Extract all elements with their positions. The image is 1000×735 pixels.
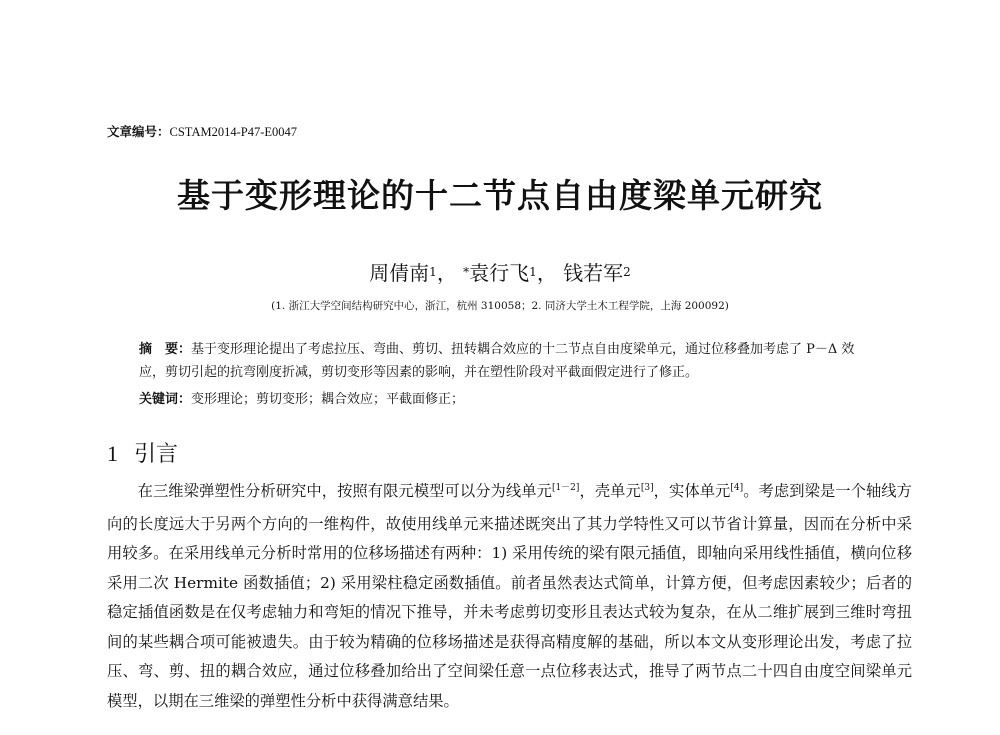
author-3 bbox=[563, 261, 631, 285]
abstract-text: 基于变形理论提出了考虑拉压、弯曲、剪切、扭转耦合效应的十二节点自由度梁单元，通过位移叠加考虑了 P－Δ 效应，剪切引起的抗弯刚度折减，剪切变形等因素的影响，并在塑性阶段对平截面假定进行了修正。 bbox=[139, 342, 855, 380]
author-2 bbox=[463, 261, 557, 285]
author-separator: ， bbox=[436, 261, 457, 285]
section-heading bbox=[107, 437, 178, 468]
author-name: 袁行飞 bbox=[469, 261, 530, 285]
body-text-segment: ，实体单元 bbox=[653, 482, 731, 500]
corresponding-mark: * bbox=[463, 265, 470, 279]
keywords-label: 关键词： bbox=[139, 392, 192, 407]
affiliations: (1. 浙江大学空间结构研究中心，浙江，杭州 310058；2. 同济大学土木工程学院，上海 200092) bbox=[271, 300, 729, 312]
abstract bbox=[139, 338, 869, 384]
citation: [1－2] bbox=[551, 483, 580, 493]
author-list bbox=[0, 257, 1000, 286]
article-id-line bbox=[107, 122, 297, 140]
section-title: 引言 bbox=[134, 442, 179, 467]
body-text-segment: 在三维梁弹塑性分析研究中，按照有限元模型可以分为线单元 bbox=[137, 482, 552, 500]
article-id-value: CSTAM2014-P47-E0047 bbox=[169, 125, 297, 139]
body-text-segment: ，壳单元 bbox=[579, 482, 641, 500]
citation: [3] bbox=[640, 483, 654, 493]
author-separator: ， bbox=[536, 261, 557, 285]
abstract-label: 摘 要： bbox=[139, 342, 192, 357]
section-number: 1 bbox=[107, 441, 118, 466]
body-text-segment: 。考虑到梁是一个轴线方向的长度远大于另两个方向的一维构件，故使用线单元来描述既突出了其力学特性又可以节省计算量，因而在分析中采用较多。在采用线单元分析时常用的位移场描述有两种：1) 采用传统的梁有限元插值，即轴向采用线性插值，横向位移采用二次 Hermite 函数插值；2) 采用梁柱稳定函数插值。前者虽然表达式简单，计算方便，但考虑因素较少；后者的稳定插值函数是在仅考虑轴力和弯矩的情况下推导，并未考虑剪切变形且表达式较为复杂，在从二维扩展到三维时弯扭间的某些耦合项可能被遗失。由于较为精确的位移场描述是获得高精度解的基础，所以本文从变形理论出发，考虑了拉压、弯、剪、扭的耦合效应，通过位移叠加给出了空间梁任意一点位移表达式，推导了两节点二十四自由度空间梁单元模型，以期在三维梁的弹塑性分析中获得满意结果。 bbox=[107, 482, 912, 710]
body-paragraph bbox=[107, 477, 912, 716]
author-affil-mark: 2 bbox=[623, 265, 631, 279]
keywords bbox=[139, 388, 869, 411]
article-id-label: 文章编号： bbox=[107, 124, 170, 139]
citation: [4] bbox=[730, 483, 744, 493]
paper-title: 基于变形理论的十二节点自由度梁单元研究 bbox=[177, 176, 823, 215]
author-1 bbox=[369, 261, 457, 285]
author-affil-mark: 1 bbox=[429, 265, 437, 279]
author-name: 钱若军 bbox=[563, 261, 624, 285]
keywords-text: 变形理论；剪切变形；耦合效应；平截面修正； bbox=[191, 392, 465, 407]
author-affil-mark: 1 bbox=[529, 265, 537, 279]
author-name: 周倩南 bbox=[369, 261, 430, 285]
